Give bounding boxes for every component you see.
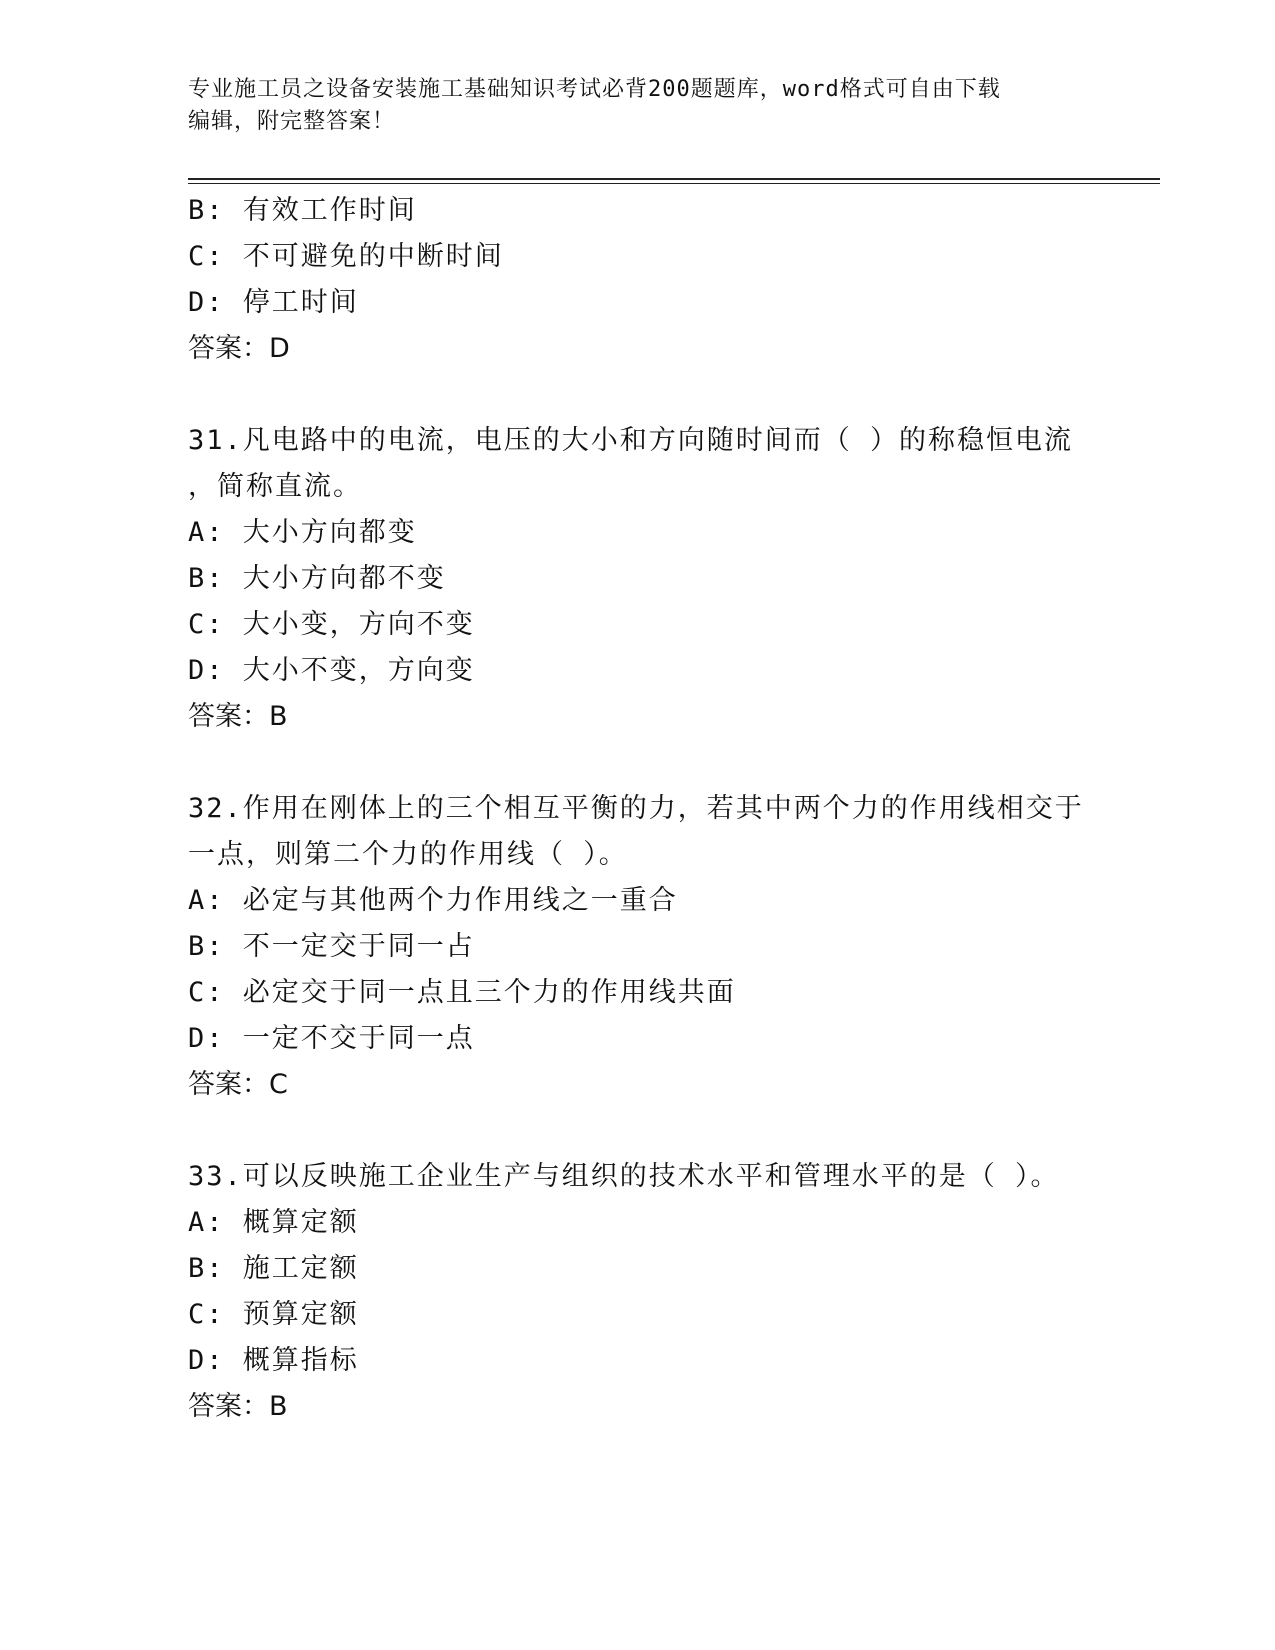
header-line-1: 专业施工员之设备安装施工基础知识考试必背200题题库，word格式可自由下载 (188, 77, 1001, 102)
header-divider-thick (188, 178, 1160, 180)
spacer (188, 1108, 1088, 1154)
question-stem: 33.可以反映施工企业生产与组织的技术水平和管理水平的是（ ）。 (188, 1161, 1060, 1192)
option-a: A: 概算定额 (188, 1207, 359, 1238)
option-d: D: 一定不交于同一点 (188, 1023, 475, 1054)
option-a: A: 必定与其他两个力作用线之一重合 (188, 885, 678, 916)
option-a: A: 大小方向都变 (188, 517, 417, 548)
question-stem-continued: ，简称直流。 (188, 471, 362, 502)
question-list (188, 188, 1088, 1430)
answer-label: 答案：D (188, 333, 290, 364)
answer-label: 答案：C (188, 1069, 288, 1100)
option-d: D: 大小不变，方向变 (188, 655, 475, 686)
question-33 (188, 1154, 1088, 1430)
option-b: B: 不一定交于同一占 (188, 931, 475, 962)
question-31 (188, 418, 1088, 740)
spacer (188, 372, 1088, 418)
question-32 (188, 786, 1088, 1108)
header-line-2: 编辑，附完整答案！ (188, 109, 396, 134)
document-header (188, 74, 1088, 138)
answer-label: 答案：B (188, 1391, 288, 1422)
option-d: D: 停工时间 (188, 287, 359, 318)
option-b: B: 施工定额 (188, 1253, 359, 1284)
option-c: C: 不可避免的中断时间 (188, 241, 504, 272)
question-stem: 32.作用在刚体上的三个相互平衡的力，若其中两个力的作用线相交于 (188, 793, 1084, 824)
answer-label: 答案：B (188, 701, 288, 732)
option-c: C: 预算定额 (188, 1299, 359, 1330)
option-c: C: 大小变，方向不变 (188, 609, 475, 640)
question-stem-continued: 一点，则第二个力的作用线（ ）。 (188, 839, 628, 870)
option-c: C: 必定交于同一点且三个力的作用线共面 (188, 977, 736, 1008)
header-divider-thin (188, 183, 1160, 184)
question-30-tail (188, 188, 1088, 372)
spacer (188, 740, 1088, 786)
option-d: D: 概算指标 (188, 1345, 359, 1376)
question-stem: 31.凡电路中的电流，电压的大小和方向随时间而（ ）的称稳恒电流 (188, 425, 1074, 456)
option-b: B: 大小方向都不变 (188, 563, 446, 594)
option-b: B: 有效工作时间 (188, 195, 417, 226)
